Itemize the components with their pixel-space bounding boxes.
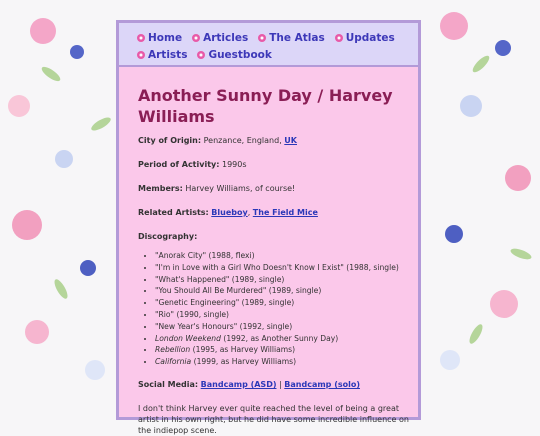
flower-decoration [30, 18, 56, 44]
flower-decoration [495, 40, 511, 56]
release-meta: (1999, as Harvey Williams) [191, 357, 297, 367]
flower-bullet-icon [137, 51, 145, 59]
site-nav [119, 23, 418, 67]
nav-articles[interactable] [192, 32, 248, 44]
leaf-decoration [89, 115, 112, 133]
leaf-decoration [52, 277, 70, 300]
list-item [155, 285, 418, 297]
flower-bullet-icon [137, 34, 145, 42]
nav-label: Artists [148, 48, 188, 61]
nav-label: Articles [203, 31, 249, 44]
flower-bullet-icon [335, 34, 343, 42]
release-title: "Rio" [155, 309, 175, 319]
nav-label: Home [148, 31, 183, 44]
main-content [119, 67, 418, 436]
flower-decoration [490, 290, 518, 318]
body-paragraph: I don't think Harvey ever quite reached the level of being a great artist in his own right, but he did have some incredible influence on the indiepop scene. [138, 403, 409, 435]
social-separator: | [279, 379, 282, 389]
origin-country-link[interactable]: UK [284, 136, 297, 145]
discography-label: Discography: [138, 232, 198, 241]
list-item [155, 321, 418, 333]
bandcamp-solo-link[interactable]: Bandcamp (solo) [284, 379, 360, 389]
release-meta: (1992, single) [237, 321, 293, 331]
release-title: Rebellion [155, 345, 191, 355]
origin-value: Penzance, England, [203, 136, 282, 145]
list-item [155, 309, 418, 321]
flower-decoration [12, 210, 42, 240]
nav-label: Updates [345, 31, 395, 44]
nav-updates[interactable] [335, 32, 395, 44]
nav-label: Guestbook [208, 48, 272, 61]
nav-label: The Atlas [269, 31, 325, 44]
leaf-decoration [40, 64, 63, 83]
nav-home[interactable] [137, 32, 182, 44]
release-title: "Anorak City" [155, 251, 207, 260]
flower-decoration [440, 350, 460, 370]
release-meta: (1988, flexi) [206, 251, 255, 260]
leaf-decoration [509, 246, 532, 261]
list-item [155, 344, 418, 356]
release-title: "New Year's Honours" [155, 321, 238, 331]
flower-decoration [70, 45, 84, 59]
release-meta: (1989, single) [266, 286, 322, 296]
list-item [155, 274, 418, 286]
leaf-decoration [467, 322, 485, 345]
flower-decoration [25, 320, 49, 344]
social-field [138, 379, 418, 390]
nav-guestbook[interactable] [197, 49, 271, 61]
release-title: California [155, 357, 192, 367]
related-link-blueboy[interactable]: Blueboy [211, 208, 248, 217]
flower-decoration [460, 95, 482, 117]
release-meta: (1989, single) [239, 298, 295, 308]
related-label: Related Artists: [138, 208, 209, 217]
nav-artists[interactable] [137, 49, 187, 61]
flower-decoration [85, 360, 105, 380]
flower-decoration [8, 95, 30, 117]
release-meta: (1990, single) [174, 309, 230, 319]
list-item [155, 297, 418, 309]
release-meta: (1995, as Harvey Williams) [190, 345, 296, 355]
related-separator: , [247, 208, 251, 217]
flower-bullet-icon [192, 34, 200, 42]
related-link-field-mice[interactable]: The Field Mice [252, 208, 318, 217]
bandcamp-asd-link[interactable]: Bandcamp (ASD) [200, 379, 277, 389]
origin-field [138, 135, 418, 146]
origin-label: City of Origin: [138, 136, 202, 145]
page-title: Another Sunny Day / Harvey Williams [138, 86, 393, 126]
flower-decoration [440, 12, 468, 40]
flower-decoration [445, 225, 463, 243]
nav-atlas[interactable] [258, 32, 325, 44]
list-item [155, 333, 418, 345]
period-value: 1990s [222, 160, 247, 169]
period-field [138, 159, 418, 170]
flower-bullet-icon [197, 51, 205, 59]
discography-heading [138, 231, 418, 242]
list-item [155, 250, 418, 262]
list-item [155, 262, 418, 274]
discography-list [138, 250, 418, 368]
social-label: Social Media: [138, 379, 199, 389]
release-meta: (1988, single) [343, 262, 399, 272]
release-title: "What's Happened" [155, 274, 230, 284]
flower-decoration [80, 260, 96, 276]
release-title: "You Should All Be Murdered" [155, 286, 267, 296]
members-field [138, 183, 418, 194]
related-field [138, 207, 418, 218]
leaf-decoration [470, 53, 491, 74]
release-title: "I'm in Love with a Girl Who Doesn't Know I Exist" [155, 262, 344, 272]
flower-decoration [505, 165, 531, 191]
flower-decoration [55, 150, 73, 168]
release-title: "Genetic Engineering" [155, 298, 240, 308]
flower-bullet-icon [258, 34, 266, 42]
release-title: London Weekend [155, 333, 221, 343]
content-card [116, 20, 421, 435]
members-value: Harvey Williams, of course! [185, 184, 296, 193]
members-label: Members: [138, 184, 183, 193]
release-meta: (1992, as Another Sunny Day) [220, 333, 339, 343]
list-item [155, 356, 418, 368]
release-meta: (1989, single) [229, 274, 285, 284]
period-label: Period of Activity: [138, 160, 220, 169]
